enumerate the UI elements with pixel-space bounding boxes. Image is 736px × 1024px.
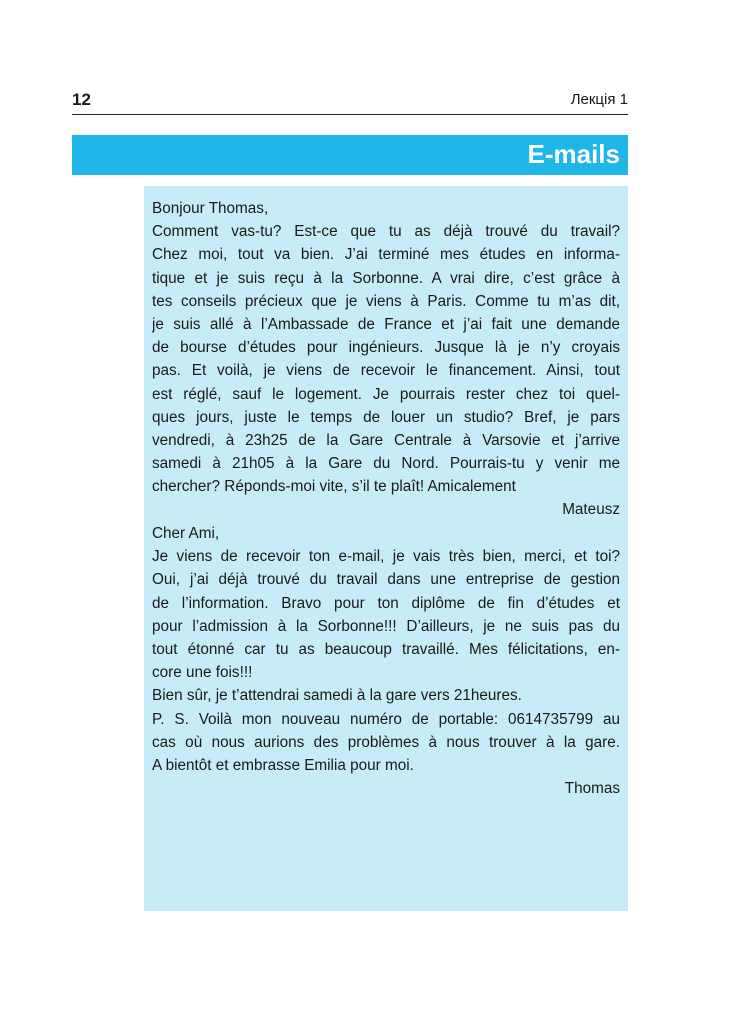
email-line: est réglé, sauf le logement. Je pourrais rester chez toi quel- (152, 385, 620, 403)
page-header (72, 88, 628, 115)
email-line: chercher? Réponds-moi vite, s’il te plaît! Amicalement (152, 478, 516, 496)
page-number: 12 (72, 90, 91, 109)
email-signature: Thomas (564, 780, 620, 798)
email-line: pour l’admission à la Sorbonne!!! D’ailleurs, je ne suis pas du (152, 617, 620, 635)
email-line: Je viens de recevoir ton e-mail, je vais très bien, merci, et toi? (152, 548, 620, 566)
email-line: vendredi, à 23h25 de la Gare Centrale à Varsovie et j’arrive (152, 431, 620, 449)
email-line: samedi à 21h05 à la Gare du Nord. Pourrais-tu y venir me (152, 455, 620, 473)
section-title: E-mails (527, 139, 620, 169)
running-head: Лекція 1 (570, 91, 628, 108)
email-line: Bien sûr, je t’attendrai samedi à la gare vers 21heures. (152, 687, 522, 705)
email-panel (144, 186, 628, 911)
section-banner (72, 135, 628, 175)
email-line: Cher Ami, (152, 525, 220, 542)
email-line: P. S. Voilà mon nouveau numéro de portable: 0614735799 au (152, 710, 620, 728)
email-signature: Mateusz (562, 501, 620, 519)
email-line: tique et je suis reçu à la Sorbonne. A vrai dire, c’est grâce à (152, 269, 620, 287)
email-line: de bourse d’études pour ingénieurs. Jusque là je n’y croyais (152, 339, 620, 357)
email-thomas (152, 522, 620, 800)
email-line: je suis allé à l’Ambassade de France et j’ai fait une demande (152, 315, 620, 333)
email-line: tout étonné car tu as beaucoup travaillé. Mes félicitations, en- (152, 640, 620, 658)
email-line: pas. Et voilà, je viens de recevoir le financement. Ainsi, tout (152, 362, 620, 380)
email-line: de l’information. Bravo pour ton diplôme de fin d’études et (152, 594, 620, 612)
email-line: Comment vas-tu? Est-ce que tu as déjà trouvé du travail? (152, 223, 620, 241)
email-line: tes conseils précieux que je viens à Paris. Comme tu m’as dit, (152, 292, 620, 310)
email-mateusz (152, 197, 620, 522)
email-line: Chez moi, tout va bien. J’ai terminé mes études en informa- (152, 246, 620, 264)
email-line: core une fois!!! (152, 664, 253, 682)
email-line: Bonjour Thomas, (152, 200, 269, 217)
email-line: ques jours, juste le temps de louer un studio? Bref, je pars (152, 408, 620, 426)
email-line: Oui, j’ai déjà trouvé du travail dans une entreprise de gestion (152, 571, 620, 589)
email-line: A bientôt et embrasse Emilia pour moi. (152, 756, 414, 774)
email-line: cas où nous aurions des problèmes à nous trouver à la gare. (152, 733, 620, 751)
